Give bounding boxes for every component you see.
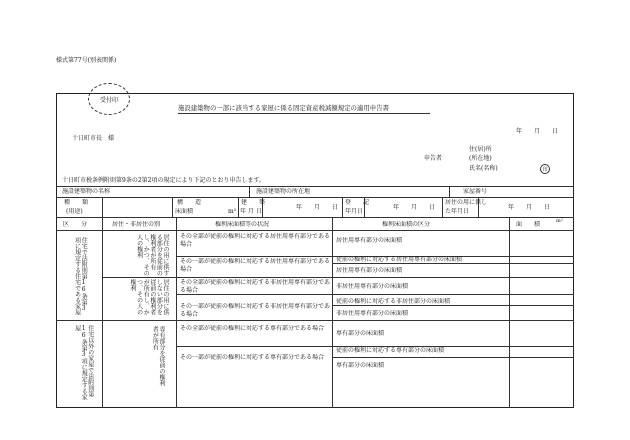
row-status: その一部が従前の権利に対応する非居住用専有部分である場合 bbox=[180, 303, 330, 318]
divider bbox=[442, 197, 443, 217]
residence-date-label: 居住の用に供し bbox=[445, 199, 488, 206]
sub-nonresidence-label: 居住の用に供しない部分を従前の権利者が所有し、かつ、その人の権利 bbox=[129, 279, 169, 315]
divider bbox=[56, 186, 574, 187]
divider bbox=[56, 230, 574, 231]
row-area: 従前の権利に対応する専有部分の床面積 bbox=[336, 347, 445, 354]
divider bbox=[56, 197, 574, 198]
applicant-label: 申告者 bbox=[424, 155, 443, 162]
divider bbox=[342, 197, 343, 217]
seal-text: 印 bbox=[542, 166, 548, 173]
address-label: 住(居)所 bbox=[469, 146, 492, 153]
divider bbox=[332, 357, 574, 358]
divider bbox=[56, 217, 574, 218]
built-label: 建 築 bbox=[241, 199, 266, 206]
header-rights-status: 権利床面積等の状況 bbox=[215, 221, 270, 228]
registered-date-label: 年月日 bbox=[345, 208, 364, 215]
form-title: 施設建築物の一部に該当する家屋に係る固定資産税減額規定の適用申告書 bbox=[178, 104, 389, 112]
row-area: 従前の権利に対応する非居住部分の床面積 bbox=[336, 298, 451, 305]
floor-area-label: 床面積 bbox=[175, 208, 194, 215]
divider bbox=[509, 217, 510, 408]
residence-date-value: 年 月 日 bbox=[508, 204, 551, 211]
row-area: 居住用専有部分の床面積 bbox=[336, 267, 403, 274]
header-area: 面 積 bbox=[516, 221, 541, 228]
header-category: 区 分 bbox=[63, 221, 88, 228]
divider bbox=[102, 217, 103, 408]
divider bbox=[172, 197, 173, 217]
built-date-label: 年 月 日 bbox=[240, 208, 262, 215]
row-area: 居住用専有部分の床面積 bbox=[336, 237, 403, 244]
row-status: その一部が従前の権利に対応する居住用専有部分である場合 bbox=[180, 258, 330, 273]
header-area-unit: m² bbox=[556, 218, 563, 224]
header-residence: 居住・非居住の別 bbox=[112, 221, 161, 228]
sub-residence-label: 居住の用に供する部分を従前の権利者が所有し、かつ、その人の権利 bbox=[135, 234, 169, 276]
row-area: 専有部分の床面積 bbox=[336, 330, 385, 337]
residence-date-label2: た年月日 bbox=[445, 208, 470, 215]
title-underline bbox=[178, 113, 430, 114]
row-status: その全部が従前の権利に対応する居住用専有部分である場合 bbox=[180, 233, 330, 248]
kind-label: 種 類 bbox=[64, 199, 89, 206]
form-number: 様式第77号(別表関係) bbox=[56, 57, 117, 64]
seal-mark bbox=[540, 164, 550, 174]
divider bbox=[102, 197, 103, 217]
section2-label: 住宅以外の家屋で法附則第16条第3項に規定する家屋 bbox=[73, 325, 94, 400]
divider bbox=[332, 217, 333, 408]
row-area: 従前の権利に対応する居住用専有部分の床面積 bbox=[336, 256, 463, 263]
building-name-label: 施設建築物の名称 bbox=[62, 188, 111, 195]
registered-label: 登 記 bbox=[345, 199, 370, 206]
name-label: 氏名(名称) bbox=[469, 165, 498, 172]
row-area: 非居住用専有部分の床面積 bbox=[336, 283, 409, 290]
addressee: 十日町市長 様 bbox=[72, 135, 115, 142]
divider bbox=[176, 217, 177, 408]
building-location-label: 施設建築物の所在地 bbox=[256, 188, 311, 195]
structure-label: 構 造 bbox=[177, 199, 202, 206]
row-status: その一部が従前の権利に対応する専有部分である場合 bbox=[180, 354, 325, 361]
statement: 十日町市税条例附則第9条の2第2項の規定により下記のとおり申告します。 bbox=[62, 177, 265, 184]
divider bbox=[249, 186, 250, 197]
house-number-label: 家屋番号 bbox=[463, 188, 488, 195]
row-status: その全部が従前の権利に対応する非居住用専有部分である場合 bbox=[180, 279, 330, 294]
section1-label: 住宅で法附則第16条第3項に規定する住宅である家屋 bbox=[73, 237, 88, 315]
sub-owner-label: 専有部分を従前の権利者が所有 bbox=[151, 326, 165, 386]
row-area: 専有部分の床面積 bbox=[336, 362, 385, 369]
divider bbox=[238, 197, 239, 217]
divider bbox=[56, 320, 574, 321]
built-date-value: 年 月 日 bbox=[296, 204, 339, 211]
stamp-label: 受付印 bbox=[99, 96, 118, 104]
use-label: (用途) bbox=[66, 208, 83, 215]
date-line: 年 月 日 bbox=[516, 128, 559, 135]
divider bbox=[449, 186, 450, 197]
divider bbox=[102, 277, 574, 278]
location-label: (所在地) bbox=[469, 155, 492, 162]
row-status: その全部が従前の権利に対応する専有部分である場合 bbox=[180, 325, 325, 332]
floor-area-unit: m² bbox=[228, 208, 237, 215]
header-area-category: 権利床面積の区分 bbox=[382, 221, 431, 228]
registered-date-value: 年 月 日 bbox=[393, 204, 436, 211]
row-area: 非居住用専有部分の床面積 bbox=[336, 310, 409, 317]
